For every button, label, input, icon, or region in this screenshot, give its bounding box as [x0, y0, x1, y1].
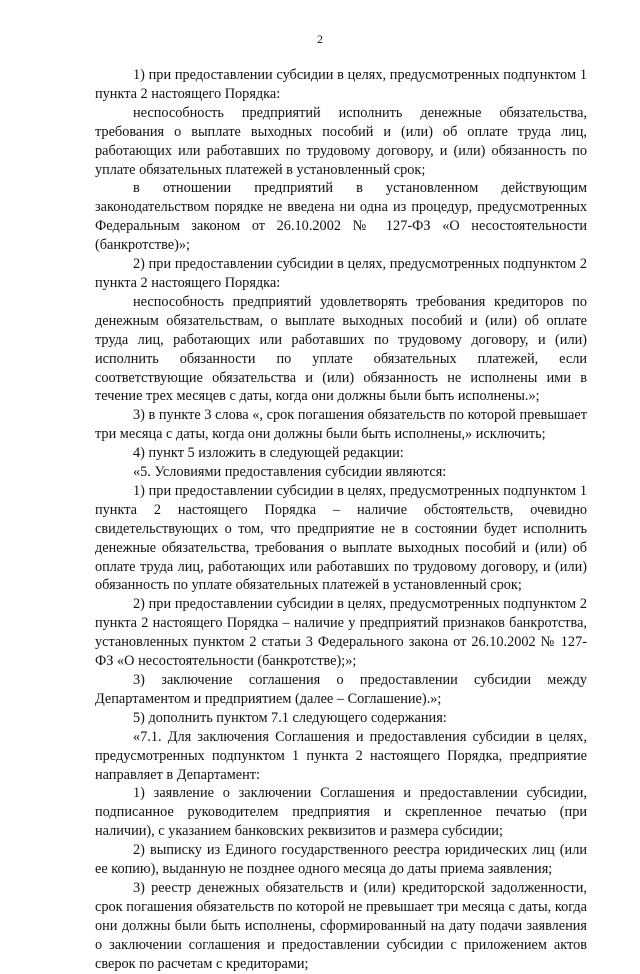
paragraph: 4) пункт 5 изложить в следующей редакции:: [133, 445, 404, 462]
paragraph: неспособность предприятий исполнить денежные обязательства, требования о выплате выходных пособий и (или) об оплате труда лиц, работающих или работавших по трудовому договору, и (или) обязанность по уплате обязательных платежей в установленный срок;: [95, 104, 587, 178]
paragraph: 2) при предоставлении субсидии в целях, предусмотренных подпунктом 2 пункта 2 настоящего Порядка – наличие у предприятий признаков банкротства, установленных пунктом 2 статьи 3 Федерального закона от 26.10.2002 № 127-ФЗ «О несостоятельности (банкротстве);»;: [95, 596, 587, 670]
paragraph: 5) дополнить пунктом 7.1 следующего содержания:: [133, 709, 447, 726]
paragraph: «5. Условиями предоставления субсидии являются:: [133, 464, 447, 481]
paragraph: неспособность предприятий удовлетворять требования кредиторов по денежным обязательствам, о выплате выходных пособий и (или) об оплате труда лиц, работающих или работавших по трудовому договору, и (или) исполнить обязанности по уплате обязательных платежей, если соответствующие обязательства и (или) обязанность не исполнены ими в течение трех месяцев с даты, когда они должны были быть исполнены.»;: [95, 293, 587, 405]
paragraph: 3) заключение соглашения о предоставлении субсидии между Департаментом и предприятием (далее – Соглашение).»;: [95, 672, 587, 707]
page-number: 2: [317, 32, 323, 46]
paragraph: 3) в пункте 3 слова «, срок погашения обязательств по которой превышает три месяца с даты, когда они должны были быть исполнены,» исключить;: [95, 407, 587, 443]
paragraph: 2) при предоставлении субсидии в целях, предусмотренных подпунктом 2 пункта 2 настоящего Порядка:: [95, 256, 587, 291]
paragraph: 1) при предоставлении субсидии в целях, предусмотренных подпунктом 1 пункта 2 настоящего Порядка:: [95, 67, 587, 102]
paragraph: 2) выписку из Единого государственного реестра юридических лиц (или ее копию), выданную не позднее одного месяца до даты приема заявления;: [95, 842, 587, 878]
paragraph: в отношении предприятий в установленном действующим законодательством порядке не введена ни одна из процедур, предусмотренных Федеральным законом от 26.10.2002 № 127-ФЗ «О несостоятельности (банкротстве)»;: [95, 180, 587, 254]
document-body: [95, 66, 587, 974]
paragraph: 3) реестр денежных обязательств и (или) кредиторской задолженности, срок погашения обязательств по которой не превышает три месяца с даты, когда они должны были быть исполнены, сформированный на дату подачи заявления о заключении соглашения и предоставлении субсидии с приложением актов сверок по расчетам с кредиторами;: [95, 879, 587, 972]
paragraph: «7.1. Для заключения Соглашения и предоставления субсидии в целях, предусмотренных подпунктом 1 пункта 2 настоящего Порядка, предприятие направляет в Департамент:: [95, 728, 587, 783]
paragraph: 1) при предоставлении субсидии в целях, предусмотренных подпунктом 1 пункта 2 настоящего Порядка – наличие обстоятельств, очевидно свидетельствующих о том, что предприятие не в состоянии будет исполнить денежные обязательства, требования о выплате выходных пособий и (или) об оплате труда лиц, работающих или работавших по трудовому договору, и (или) обязанность по уплате обязательных платежей в установленный срок;: [95, 482, 587, 594]
paragraph: 1) заявление о заключении Соглашения и предоставлении субсидии, подписанное руководителем предприятия и скрепленное печатью (при наличии), с указанием банковских реквизитов и размера субсидии;: [95, 785, 587, 840]
